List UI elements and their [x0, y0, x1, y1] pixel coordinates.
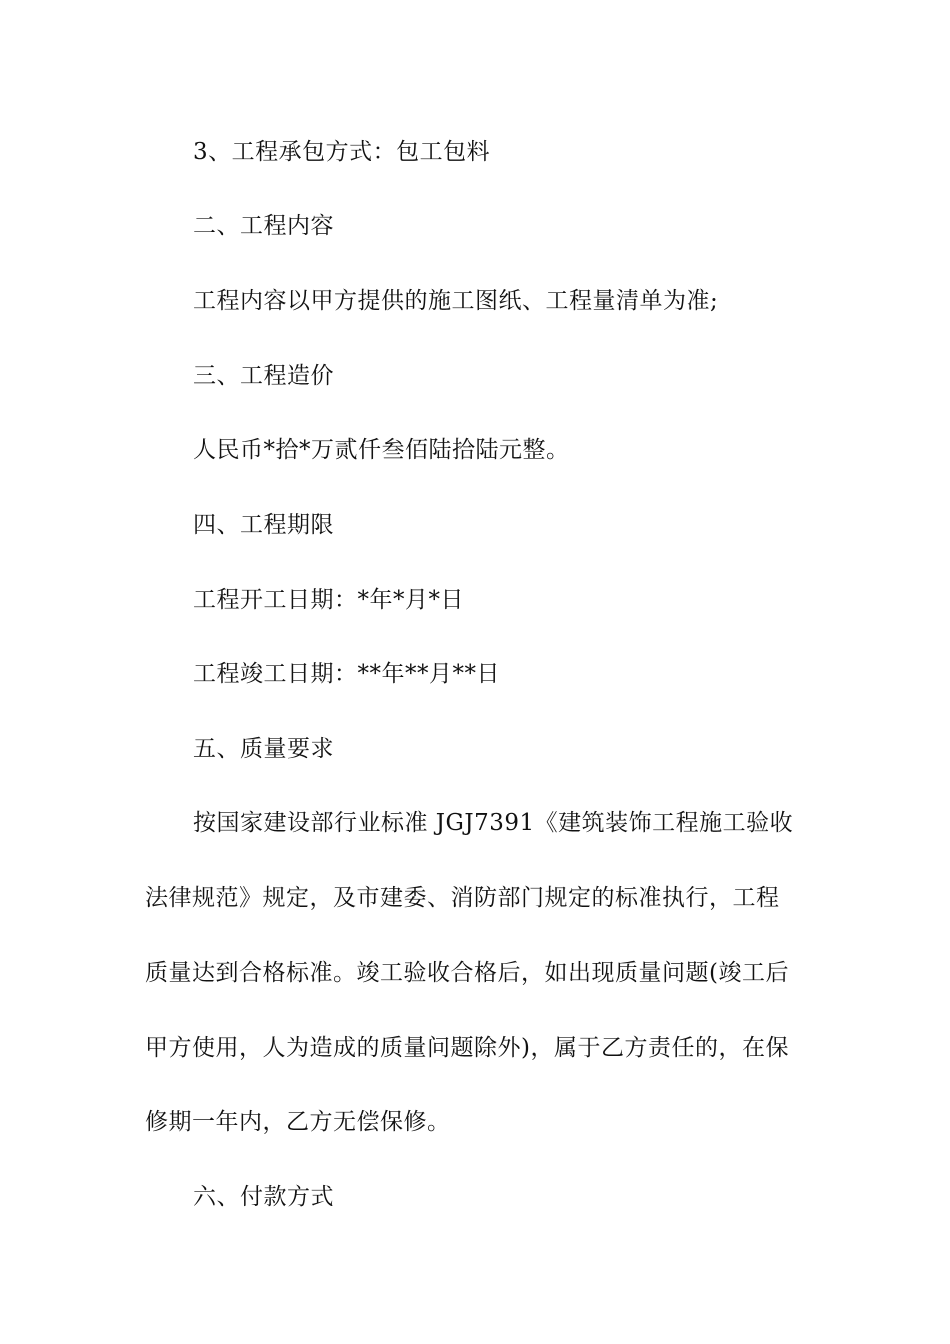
quality-paragraph-line-4: 甲方使用，人为造成的质量问题除外)，属于乙方责任的，在保 [145, 1035, 789, 1061]
quality-paragraph-line-2: 法律规范》规定，及市建委、消防部门规定的标准执行，工程 [145, 885, 780, 911]
contract-type-line: 3、工程承包方式：包工包料 [193, 139, 491, 165]
quality-paragraph-line-1: 按国家建设部行业标准 JGJ7391《建筑装饰工程施工验收 [193, 810, 794, 836]
project-cost-paragraph: 人民币*拾*万贰仟叁佰陆拾陆元整。 [193, 437, 570, 463]
section-heading-project-period: 四、工程期限 [193, 512, 334, 538]
section-heading-payment-method: 六、付款方式 [193, 1184, 334, 1210]
quality-paragraph-line-3: 质量达到合格标准。竣工验收合格后，如出现质量问题(竣工后 [145, 960, 789, 986]
work-content-paragraph: 工程内容以甲方提供的施工图纸、工程量清单为准; [193, 288, 719, 314]
section-heading-work-content: 二、工程内容 [193, 213, 334, 239]
completion-date-line: 工程竣工日期：**年**月**日 [193, 661, 500, 687]
start-date-line: 工程开工日期：*年*月*日 [193, 587, 464, 613]
quality-paragraph-line-5: 修期一年内，乙方无偿保修。 [145, 1109, 451, 1135]
section-heading-quality-requirements: 五、质量要求 [193, 736, 334, 762]
section-heading-project-cost: 三、工程造价 [193, 363, 334, 389]
